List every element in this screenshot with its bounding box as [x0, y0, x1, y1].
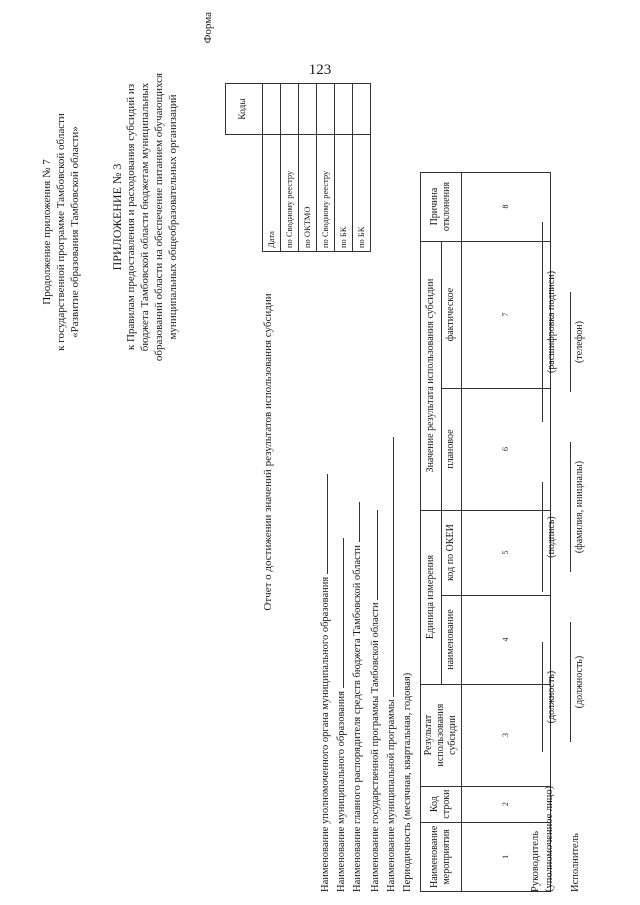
- head-signature-line[interactable]: [542, 482, 543, 592]
- page-number: 123: [308, 62, 332, 78]
- codes-table: [225, 83, 371, 252]
- report-title: Отчет о достижении значений результатов использования субсидии: [262, 293, 274, 611]
- executor-label: Исполнитель: [570, 833, 581, 892]
- executor-position-caption: (должность): [574, 655, 585, 709]
- field-label: Периодичность (месячная, квартальная, годовая): [402, 672, 413, 892]
- header-unit-okei: код по ОКЕИ: [441, 510, 462, 595]
- rotated-document-body: [40, 12, 600, 892]
- head-decode-line[interactable]: [542, 222, 543, 422]
- header-value-group: Значение результата использования субсидии: [421, 241, 442, 510]
- appendix-title: ПРИЛОЖЕНИЕ № 3: [110, 163, 124, 271]
- codes-row-label: по БК: [353, 135, 371, 252]
- executor-position-line[interactable]: [570, 622, 571, 742]
- header-measure: Наименование мероприятия: [421, 822, 462, 891]
- field-label: Наименование государственной программы Тамбовской области: [370, 602, 381, 892]
- field-label: Наименование главного распорядителя средств бюджета Тамбовской области: [352, 544, 363, 892]
- codes-row-value[interactable]: [317, 84, 335, 135]
- column-number: 3: [462, 684, 551, 786]
- head-signature-caption: (подпись): [546, 516, 557, 558]
- executor-name-line[interactable]: [570, 442, 571, 572]
- codes-header: Коды: [226, 84, 263, 135]
- header-value-actual: фактическое: [441, 241, 462, 388]
- field-label: Наименование муниципальной программы: [386, 699, 397, 892]
- appendix-line: бюджета Тамбовской области бюджетам муниципальных: [139, 82, 151, 352]
- field-input-line[interactable]: [377, 510, 378, 600]
- executor-phone-line[interactable]: [570, 292, 571, 392]
- codes-row-label: по БК: [335, 135, 353, 252]
- head-position-caption: (должность): [546, 670, 557, 724]
- field-row: [320, 474, 336, 892]
- column-number: 4: [462, 595, 551, 684]
- codes-row-value[interactable]: [263, 84, 281, 135]
- field-row: [352, 502, 368, 892]
- appendix-line: образований области на обеспечение питанием обучающихся: [153, 72, 165, 362]
- header-row-code: Код строки: [421, 786, 462, 822]
- appendix-line: к Правилам предоставления и расходования субсидий из: [125, 83, 137, 351]
- column-number: 5: [462, 510, 551, 595]
- field-input-line[interactable]: [359, 502, 360, 542]
- codes-row-value[interactable]: [353, 84, 371, 135]
- field-input-line[interactable]: [343, 538, 344, 688]
- continuation-header-line: «Развитие образования Тамбовской области»: [69, 126, 81, 338]
- column-number: 2: [462, 786, 551, 822]
- header-reason: Причина отклонения: [421, 172, 462, 241]
- codes-row-value[interactable]: [335, 84, 353, 135]
- continuation-header-line: Продолжение приложения № 7: [41, 159, 53, 305]
- head-decode-caption: (расшифровка подписи): [546, 270, 557, 374]
- field-label: Наименование муниципального образования: [336, 691, 347, 892]
- executor-name-caption: (фамилия, инициалы): [574, 460, 585, 554]
- signature-area: [530, 12, 600, 892]
- head-sublabel: (уполномоченное лицо): [544, 785, 555, 892]
- continuation-header: [40, 12, 82, 452]
- header-unit-group: Единица измерения: [421, 510, 442, 684]
- field-input-line[interactable]: [393, 437, 394, 697]
- header-unit-name: наименование: [441, 595, 462, 684]
- column-number: 8: [462, 172, 551, 241]
- field-label: Наименование уполномоченного органа муниципального образования: [320, 576, 331, 892]
- executor-phone-caption: (телефон): [574, 321, 585, 363]
- column-number: 7: [462, 241, 551, 388]
- form-label: Форма: [202, 12, 214, 44]
- codes-row-label: по Сводному реестру: [317, 135, 335, 252]
- column-number: 1: [462, 822, 551, 891]
- head-position-line[interactable]: [542, 642, 543, 752]
- field-row: [386, 437, 402, 892]
- header-value-planned: плановое: [441, 388, 462, 510]
- field-input-line[interactable]: [327, 474, 328, 574]
- head-label: Руководитель: [530, 831, 541, 892]
- codes-row-value[interactable]: [299, 84, 317, 135]
- continuation-header-line: к государственной программе Тамбовской области: [55, 113, 67, 351]
- codes-row-value[interactable]: [281, 84, 299, 135]
- codes-row-label: по ОКТМО: [299, 135, 317, 252]
- codes-row-label: по Сводному реестру: [281, 135, 299, 252]
- appendix-line: муниципальных общеобразовательных организаций: [167, 94, 179, 340]
- header-result: Результат использования субсидии: [421, 684, 462, 786]
- field-row: [370, 510, 386, 892]
- field-row: [402, 673, 418, 892]
- codes-row-label: Дата: [263, 135, 281, 252]
- column-number: 6: [462, 388, 551, 510]
- field-row: [336, 538, 352, 892]
- appendix-block: [110, 22, 180, 412]
